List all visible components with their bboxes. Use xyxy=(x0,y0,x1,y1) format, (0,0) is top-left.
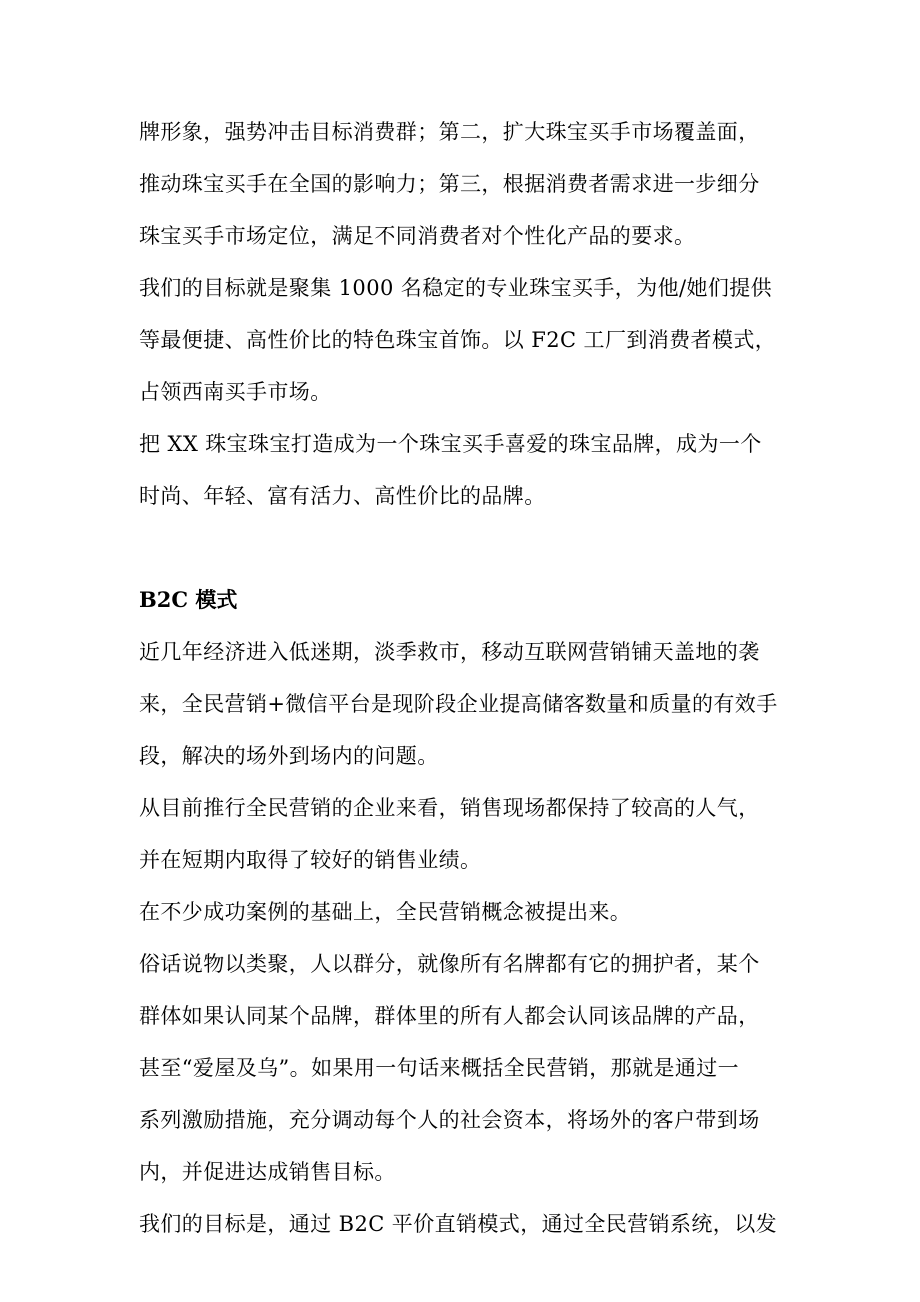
paragraph-line: 牌形象，强势冲击目标消费群；第二，扩大珠宝买手市场覆盖面， xyxy=(139,120,760,144)
paragraph-line: 段，解决的场外到场内的问题。 xyxy=(139,744,439,768)
paragraph-line: 等最便捷、高性价比的特色珠宝首饰。以 F2C 工厂到消费者模式， xyxy=(139,328,777,352)
paragraph-line: 把 XX 珠宝珠宝打造成为一个珠宝买手喜爱的珠宝品牌，成为一个 xyxy=(139,432,762,456)
paragraph-line: 近几年经济进入低迷期，淡季救市，移动互联网营销铺天盖地的袭 xyxy=(139,640,760,664)
document-body xyxy=(139,106,799,1250)
section-heading: B2C 模式 xyxy=(139,587,238,612)
paragraph-line: 并在短期内取得了较好的销售业绩。 xyxy=(139,848,482,872)
paragraph-line: 占领西南买手市场。 xyxy=(139,380,332,404)
paragraph-line: 来，全民营销+微信平台是现阶段企业提高储客数量和质量的有效手 xyxy=(139,692,778,716)
blank-line xyxy=(139,522,799,574)
paragraph-line: 群体如果认同某个品牌，群体里的所有人都会认同该品牌的产品， xyxy=(139,1004,760,1028)
paragraph-line: 推动珠宝买手在全国的影响力；第三，根据消费者需求进一步细分 xyxy=(139,172,760,196)
paragraph-line: 时尚、年轻、富有活力、高性价比的品牌。 xyxy=(139,484,546,508)
paragraph-line: 在不少成功案例的基础上，全民营销概念被提出来。 xyxy=(139,900,632,924)
paragraph-line: 俗话说物以类聚，人以群分，就像所有名牌都有它的拥护者，某个 xyxy=(139,952,760,976)
paragraph-line: 珠宝买手市场定位，满足不同消费者对个性化产品的要求。 xyxy=(139,224,696,248)
paragraph-line: 我们的目标是，通过 B2C 平价直销模式，通过全民营销系统，以发 xyxy=(139,1212,778,1236)
paragraph-line: 甚至“爱屋及乌”。如果用一句话来概括全民营销，那就是通过一 xyxy=(139,1056,740,1080)
paragraph-line: 系列激励措施，充分调动每个人的社会资本，将场外的客户带到场 xyxy=(139,1108,760,1132)
paragraph-line: 我们的目标就是聚集 1000 名稳定的专业珠宝买手，为他/她们提供 xyxy=(139,276,773,300)
paragraph-line: 从目前推行全民营销的企业来看，销售现场都保持了较高的人气， xyxy=(139,796,760,820)
paragraph-line: 内，并促进达成销售目标。 xyxy=(139,1160,396,1184)
